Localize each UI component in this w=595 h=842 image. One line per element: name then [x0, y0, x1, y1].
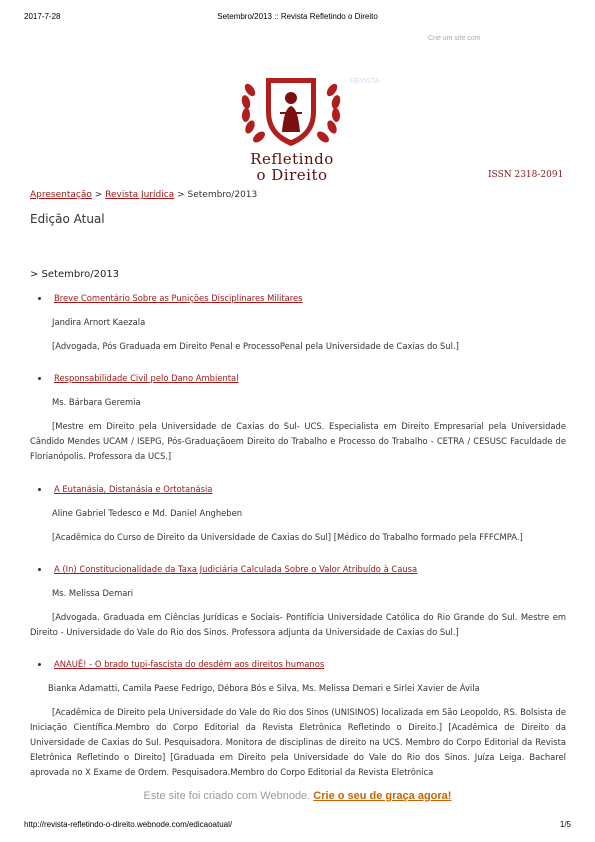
- shield-laurel-icon: [236, 70, 346, 150]
- webnode-promo-bar: [0, 778, 595, 814]
- print-url: http://revista-refletindo-o-direito.webnode.com/edicaoatual/: [24, 820, 233, 829]
- section-heading: > Setembro/2013: [30, 269, 120, 280]
- list-item: [30, 371, 566, 473]
- article-affiliation: [Mestre em Direito pela Universidade de Caxias do Sul- UCS. Especialista em Direito Empresarial pela Universidade Cândido Mendes UCAM / ISEPG, Pós-Graduaçãoem Direito do Trabalho e Processo do Trabalho - CETRA / CESUSC Faculdade de Florianópolis. Professora da UCS.]: [30, 421, 566, 461]
- article-affiliation: [Advogada. Graduada em Ciências Jurídicas e Sociais- Pontifícia Universidade Católica do Rio Grande do Sul. Mestre em Direito - Universidade do Vale do Rio dos Sinos. Professora adjunta da Universidade de Caxias do Sul.]: [30, 612, 566, 637]
- article-link[interactable]: A Eutanásia, Distanásia e Ortotanásia: [54, 484, 213, 494]
- create-site-link[interactable]: Crie um site com: [428, 35, 481, 42]
- article-title: [30, 562, 566, 577]
- breadcrumb-link-apresentacao[interactable]: Apresentação: [30, 190, 92, 200]
- article-title: [30, 371, 566, 386]
- article-author: Jandira Arnort Kaezala: [52, 317, 146, 327]
- print-date: 2017-7-28: [24, 12, 61, 21]
- article-title: [30, 291, 566, 306]
- print-page-number: 1/5: [559, 820, 571, 829]
- article-author: Ms. Bárbara Geremia: [52, 397, 141, 407]
- page-title: Edição Atual: [30, 212, 105, 226]
- article-affiliation: [Advogada, Pós Graduada em Direito Penal e ProcessoPenal pela Universidade de Caxias do Sul.]: [52, 341, 459, 351]
- article-author: Aline Gabriel Tedesco e Md. Daniel Angheben: [52, 508, 243, 518]
- list-item: [30, 657, 566, 787]
- article-link[interactable]: Responsabilidade Civil pelo Dano Ambiental: [54, 373, 239, 383]
- article-affiliation: [Acadêmica de Direito pela Universidade do Vale do Rio dos Sinos (UNISINOS) localizada em São Leopoldo, RS. Bolsista de Iniciação Científica.Membro do Corpo Editorial da Revista Eletrônica Refletindo o Direito.] [Acadêmica de Direito da Universidade de Caxias do Sul. Pesquisadora. Monitora de disciplinas de direito na UCS. Membro do Corpo Editorial da Revista Eletrônica Refletindo o Direito] [Graduada em Direito pela Universidade do Vale do Rio dos Sinos. Juíza Leiga. Bacharel aprovada no X Exame de Ordem. Pesquisadora.Membro do Corpo Editorial da Revista Eletrônica: [30, 707, 566, 777]
- list-item: [30, 482, 566, 554]
- article-affiliation: [Acadêmica do Curso de Direito da Universidade de Caxias do Sul] [Médico do Trabalho formado pela FFFCMPA.]: [52, 532, 523, 542]
- breadcrumb-separator: >: [177, 190, 185, 200]
- issn-label: ISSN 2318-2091: [488, 170, 564, 180]
- webnode-message: Este site foi criado com Webnode.: [143, 790, 311, 802]
- breadcrumb-link-revista-juridica[interactable]: Revista Jurídica: [105, 190, 175, 200]
- logo-line-1: Refletindo: [250, 150, 334, 168]
- article-link[interactable]: Breve Comentário Sobre as Punições Disciplinares Militares: [54, 293, 303, 303]
- article-link[interactable]: ANAUÊ! - O brado tupi-fascista do desdém aos direitos humanos: [54, 659, 325, 669]
- article-title: [30, 657, 566, 672]
- breadcrumb-current: Setembro/2013: [187, 190, 258, 200]
- article-author: Bianka Adamatti, Camila Paese Fedrigo, Débora Bós e Silva, Ms. Melissa Demari e Sirlei Xavier de Ávila: [48, 683, 480, 693]
- logo-revista-label: REVISTA: [350, 78, 380, 85]
- breadcrumb: [30, 190, 257, 200]
- article-link[interactable]: A (In) Constitucionalidade da Taxa Judiciária Calculada Sobre o Valor Atribuído à Causa: [54, 564, 418, 574]
- article-author: Ms. Melissa Demari: [52, 588, 134, 598]
- logo-line-2: o Direito: [256, 166, 328, 184]
- breadcrumb-separator: >: [94, 190, 103, 200]
- logo-wordmark: [242, 151, 342, 183]
- list-item: [30, 562, 566, 649]
- article-title: [30, 482, 566, 497]
- webnode-cta-link[interactable]: Crie o seu de graça agora!: [313, 790, 452, 802]
- list-item: [30, 291, 566, 363]
- print-title: Setembro/2013 :: Revista Refletindo o Direito: [217, 12, 378, 21]
